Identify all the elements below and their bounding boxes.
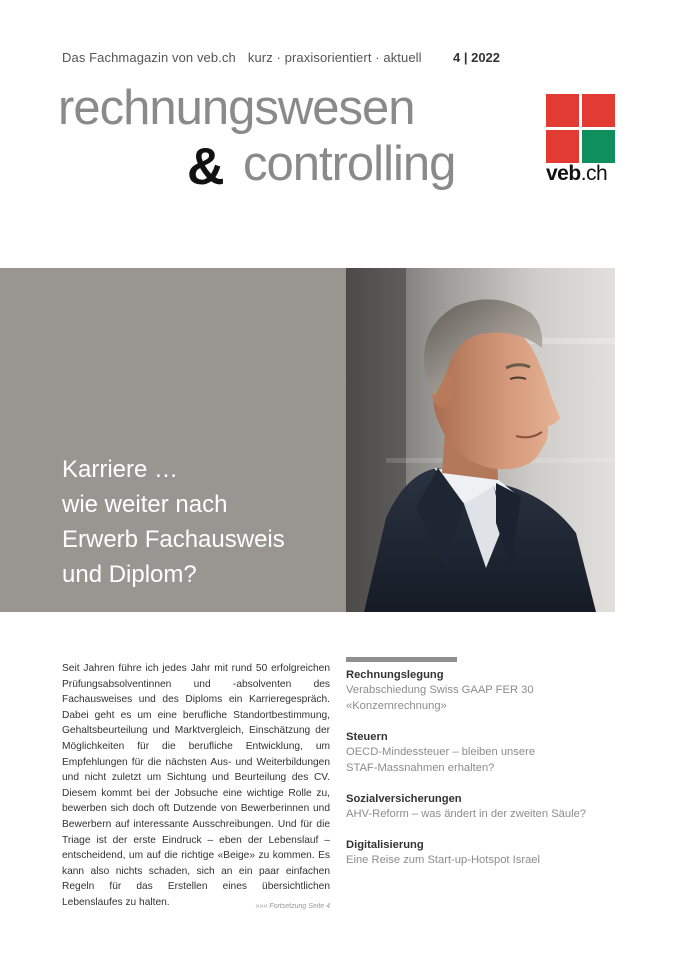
- contents-item[interactable]: [346, 730, 621, 776]
- contents-headline: OECD-Mindessteuer – bleiben unsere STAF-Massnahmen erhalten?: [346, 746, 536, 774]
- hero-headline-line: und Diplom?: [62, 561, 197, 588]
- masthead-ampersand: &: [187, 138, 225, 196]
- veb-logo: [546, 94, 616, 186]
- hero-headline: [62, 452, 285, 592]
- portrait-photo: [346, 268, 615, 612]
- tagline-left: Das Fachmagazin von veb.ch: [62, 50, 236, 65]
- logo-square-top-right: [582, 94, 615, 127]
- hero-headline-line: wie weiter nach: [62, 491, 228, 518]
- contents-category: Digitalisierung: [346, 839, 424, 851]
- logo-square-bottom-left: [546, 130, 579, 163]
- logo-square-top-left: [546, 94, 579, 127]
- masthead-line-1: rechnungswesen: [58, 81, 415, 135]
- contents-category: Steuern: [346, 731, 388, 743]
- contents-headline: Verabschiedung Swiss GAAP FER 30 «Konzernrechnung»: [346, 684, 534, 712]
- contents-category: Sozialversicherungen: [346, 793, 462, 805]
- hero-headline-line: Karriere …: [62, 456, 179, 483]
- article-body: Seit Jahren führe ich jedes Jahr mit rund 50 erfolgreichen Prüfungsabsolventinnen und -absolventen des Fachausweises und des Diploms ein Karrieregespräch. Dabei geht es um eine berufliche Standortbestimmung, Gehaltsbeurteilung und Marktvergleich, Einschätzung der Möglichkeiten für die berufliche Entwicklung, um Empfehlungen für die nächsten Aus- und Weiterbildungen und nicht zuletzt um Sichtung und Beurteilung des CV. Diesem kommt bei der Jobsuche eine wichtige Rolle zu, bewerben sich doch oft Dutzende von Bewerberinnen und Bewerbern auf interessante Ausschreibungen. Und für die Triage ist der erste Eindruck – eben der Lebenslauf – entscheidend, um auf die richtige «Beige» zu kommen. Es kann also nichts schaden, sich an ein paar einfachen Regeln für das Erstellen eines übersichtlichen Lebenslaufes zu halten.: [62, 663, 330, 908]
- contents-item[interactable]: [346, 668, 621, 714]
- contents-headline: Eine Reise zum Start-up-Hotspot Israel: [346, 854, 540, 866]
- contents-item[interactable]: [346, 792, 621, 823]
- sidebar-rule: [346, 657, 457, 662]
- continuation-link[interactable]: »»» Fortsetzung Seite 4: [255, 903, 330, 910]
- tagline-right: kurz · praxisorientiert · aktuell: [247, 50, 422, 65]
- contents-item[interactable]: [346, 838, 621, 869]
- magazine-tagline: [62, 50, 422, 65]
- hero-headline-line: Erwerb Fachausweis: [62, 526, 285, 553]
- contents-headline: AHV-Reform – was ändert in der zweiten Säule?: [346, 808, 587, 820]
- logo-square-bottom-right: [582, 130, 615, 163]
- contents-category: Rechnungslegung: [346, 669, 444, 681]
- masthead-line-2: controlling: [243, 137, 456, 191]
- issue-number: 4 | 2022: [453, 50, 501, 65]
- logo-text: veb.ch: [546, 162, 608, 185]
